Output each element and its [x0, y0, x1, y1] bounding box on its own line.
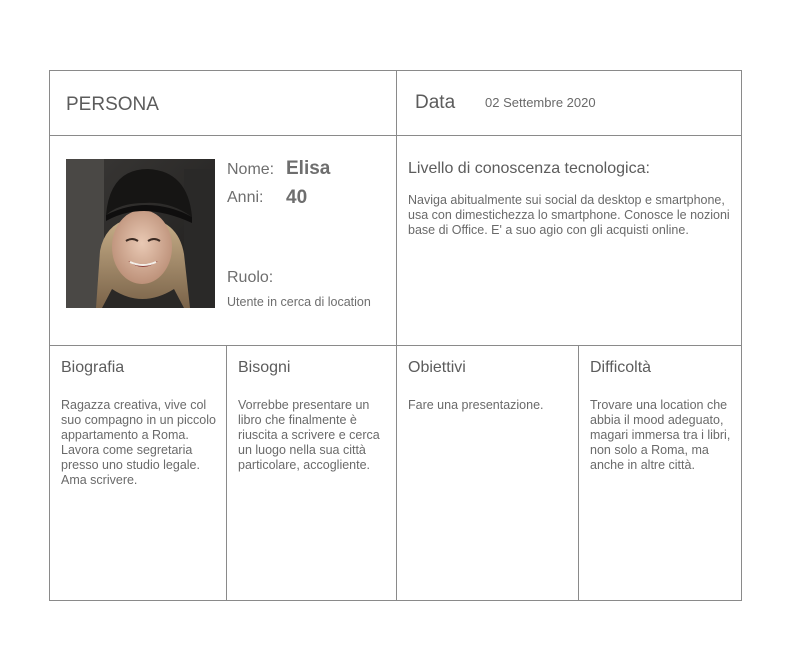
name-label: Nome: [227, 161, 275, 178]
goals-title: Obiettivi [408, 359, 466, 376]
role-label: Ruolo: [227, 269, 274, 286]
biography-title: Biografia [61, 359, 125, 376]
needs-body: Vorrebbe presentare un libro che finalmente è riuscita a scrivere e cerca un luogo nella sua città particolare, accogliente. [238, 398, 380, 472]
goals-body: Fare una presentazione. [408, 398, 544, 412]
difficulties-body: Trovare una location che abbia il mood adeguato, magari immersa tra i libri, non solo a Roma, ma anche in altre città. [590, 398, 731, 472]
tech-knowledge-description: Naviga abitualmente sui social da desktop e smartphone, usa con dimestichezza lo smartphone. Conosce le nozioni base di Office. E' a suo agio con gli acquisti online. [408, 193, 730, 237]
name-value: Elisa [286, 158, 331, 179]
age-label: Anni: [227, 189, 264, 206]
persona-sheet [49, 70, 742, 601]
biography-body: Ragazza creativa, vive col suo compagno in un piccolo appartamento a Roma. Lavora come segretaria presso uno studio legale. Ama scrivere. [61, 398, 216, 487]
user-photo [66, 159, 215, 308]
age-value: 40 [286, 187, 308, 208]
user-photo-image [66, 159, 215, 308]
goals-divider [578, 345, 579, 600]
center-divider [396, 71, 397, 600]
persona-title: PERSONA [66, 94, 159, 115]
date-label: Data [415, 92, 456, 113]
role-value: Utente in cerca di location [227, 295, 371, 309]
date-value: 02 Settembre 2020 [485, 95, 596, 110]
difficulties-title: Difficoltà [590, 359, 652, 376]
needs-title: Bisogni [238, 359, 291, 376]
tech-knowledge-title: Livello di conoscenza tecnologica: [408, 160, 650, 177]
bio-divider [226, 345, 227, 600]
